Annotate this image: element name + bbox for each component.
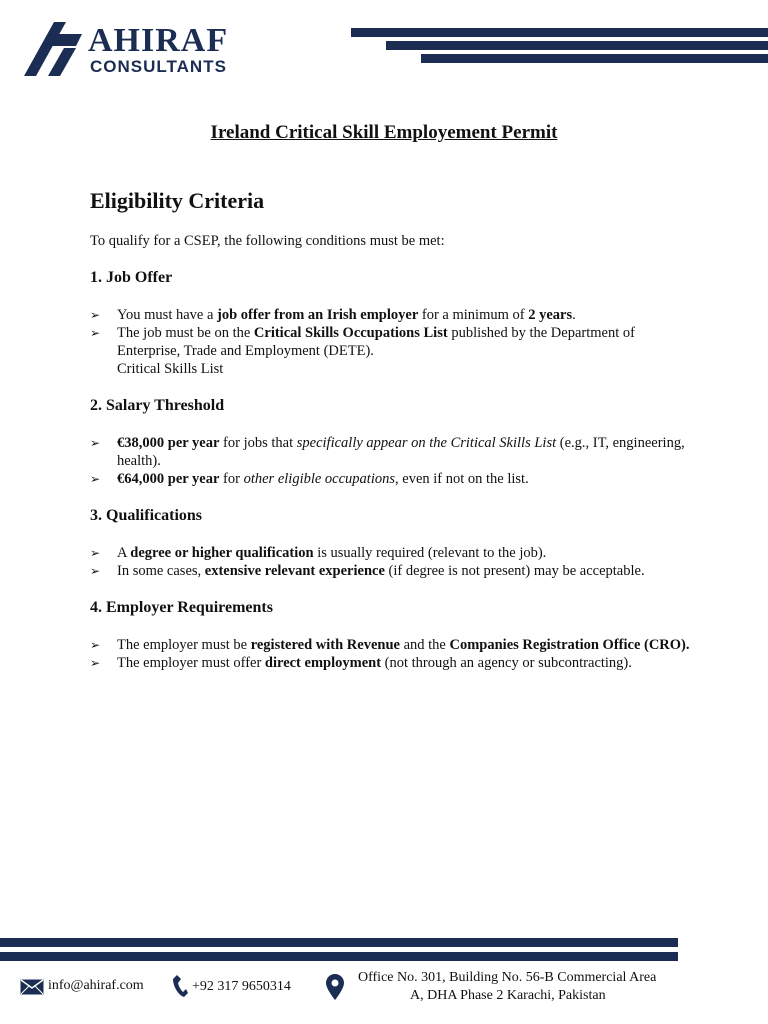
footer-stripe: [0, 952, 678, 961]
address-line-1: Office No. 301, Building No. 56-B Commercial Area: [358, 970, 657, 985]
text-run: for: [219, 471, 244, 487]
list-item: [90, 470, 690, 488]
arrowhead-bullet-icon: ➢: [90, 564, 101, 578]
text-run: The job must be on the: [117, 325, 254, 341]
bullet-text: [117, 563, 645, 579]
bullet-text: [117, 435, 685, 469]
header-stripe: [386, 41, 768, 50]
critical-skills-list-line: Critical Skills List: [117, 361, 224, 377]
document-title: Ireland Critical Skill Employement Permit: [210, 122, 558, 143]
list-item: [90, 544, 690, 562]
bold-text: Companies Registration Office (CRO).: [449, 637, 690, 653]
text-run: (if degree is not present) may be acceptable.: [384, 563, 645, 579]
bold-text: €64,000 per year: [117, 471, 220, 487]
bold-text: 2 years: [528, 307, 573, 323]
text-run: , even if not on the list.: [395, 471, 529, 487]
arrowhead-bullet-icon: ➢: [90, 638, 101, 652]
text-run: In some cases,: [117, 563, 205, 579]
intro-text: To qualify for a CSEP, the following conditions must be met:: [90, 233, 445, 249]
section-heading-salary-threshold: 2. Salary Threshold: [90, 397, 225, 414]
address-line-2: A, DHA Phase 2 Karachi, Pakistan: [410, 988, 606, 1003]
italic-text: specifically appear on the Critical Skills List: [296, 435, 557, 451]
text-run: A: [117, 545, 131, 561]
arrowhead-bullet-icon: ➢: [90, 546, 101, 560]
list-item: [90, 562, 690, 580]
bullet-text: [117, 637, 690, 653]
phone-icon: [172, 974, 188, 998]
email-link[interactable]: info@ahiraf.com: [48, 978, 144, 993]
text-run: published by the Department of Enterprise, Trade and Employment (DETE).: [117, 325, 635, 359]
text-run: (e.g., IT, engineering, health).: [117, 435, 685, 469]
bold-text: degree or higher qualification: [130, 545, 314, 561]
list-item: [90, 654, 690, 672]
list-item: [90, 434, 690, 470]
section-heading-job-offer: 1. Job Offer: [90, 269, 173, 286]
bold-text: €38,000 per year: [117, 435, 220, 451]
section-heading-employer-requirements: 4. Employer Requirements: [90, 599, 273, 616]
text-run: (not through an agency or subcontracting).: [381, 655, 632, 671]
company-logo: [24, 20, 264, 80]
qualifications-list: [90, 544, 690, 580]
bullet-text: [117, 545, 546, 561]
bold-text: registered with Revenue: [250, 637, 400, 653]
employer-requirements-list: [90, 636, 690, 672]
list-item: [90, 636, 690, 654]
arrowhead-bullet-icon: ➢: [90, 326, 101, 340]
brand-name: AHIRAF: [88, 22, 229, 59]
list-item: [90, 306, 690, 324]
text-run: The employer must offer: [117, 655, 265, 671]
italic-text: other eligible occupations: [243, 471, 396, 487]
text-run: You must have a: [117, 307, 218, 323]
section-heading-qualifications: 3. Qualifications: [90, 507, 203, 524]
arrowhead-bullet-icon: ➢: [90, 472, 101, 486]
arrowhead-bullet-icon: ➢: [90, 656, 101, 670]
text-run: for jobs that: [219, 435, 297, 451]
text-run: .: [572, 307, 576, 323]
header-stripe: [351, 28, 768, 37]
list-item: [90, 324, 690, 378]
text-run: and the: [399, 637, 450, 653]
bold-text: Critical Skills Occupations List: [253, 325, 448, 341]
logo-mark-icon: [24, 20, 88, 78]
page-heading: Eligibility Criteria: [90, 188, 265, 213]
footer: [0, 962, 768, 1024]
arrowhead-bullet-icon: ➢: [90, 308, 101, 322]
bullet-text: [117, 325, 635, 359]
map-pin-icon: [326, 974, 344, 1000]
text-run: The employer must be: [117, 637, 251, 653]
text-run: is usually required (relevant to the job).: [313, 545, 547, 561]
job-offer-list: [90, 306, 690, 378]
bullet-text: [117, 471, 529, 487]
brand-subtitle: CONSULTANTS: [90, 57, 227, 76]
bold-text: job offer from an Irish employer: [217, 307, 419, 323]
phone-number[interactable]: +92 317 9650314: [192, 979, 291, 994]
envelope-icon: [20, 979, 44, 995]
salary-threshold-list: [90, 434, 690, 488]
arrowhead-bullet-icon: ➢: [90, 436, 101, 450]
bullet-text: [117, 307, 576, 323]
bullet-text: [117, 655, 632, 671]
bold-text: extensive relevant experience: [204, 563, 385, 579]
footer-stripe: [0, 938, 678, 947]
text-run: for a minimum of: [418, 307, 529, 323]
bold-text: direct employment: [264, 655, 382, 671]
header-stripe: [421, 54, 768, 63]
